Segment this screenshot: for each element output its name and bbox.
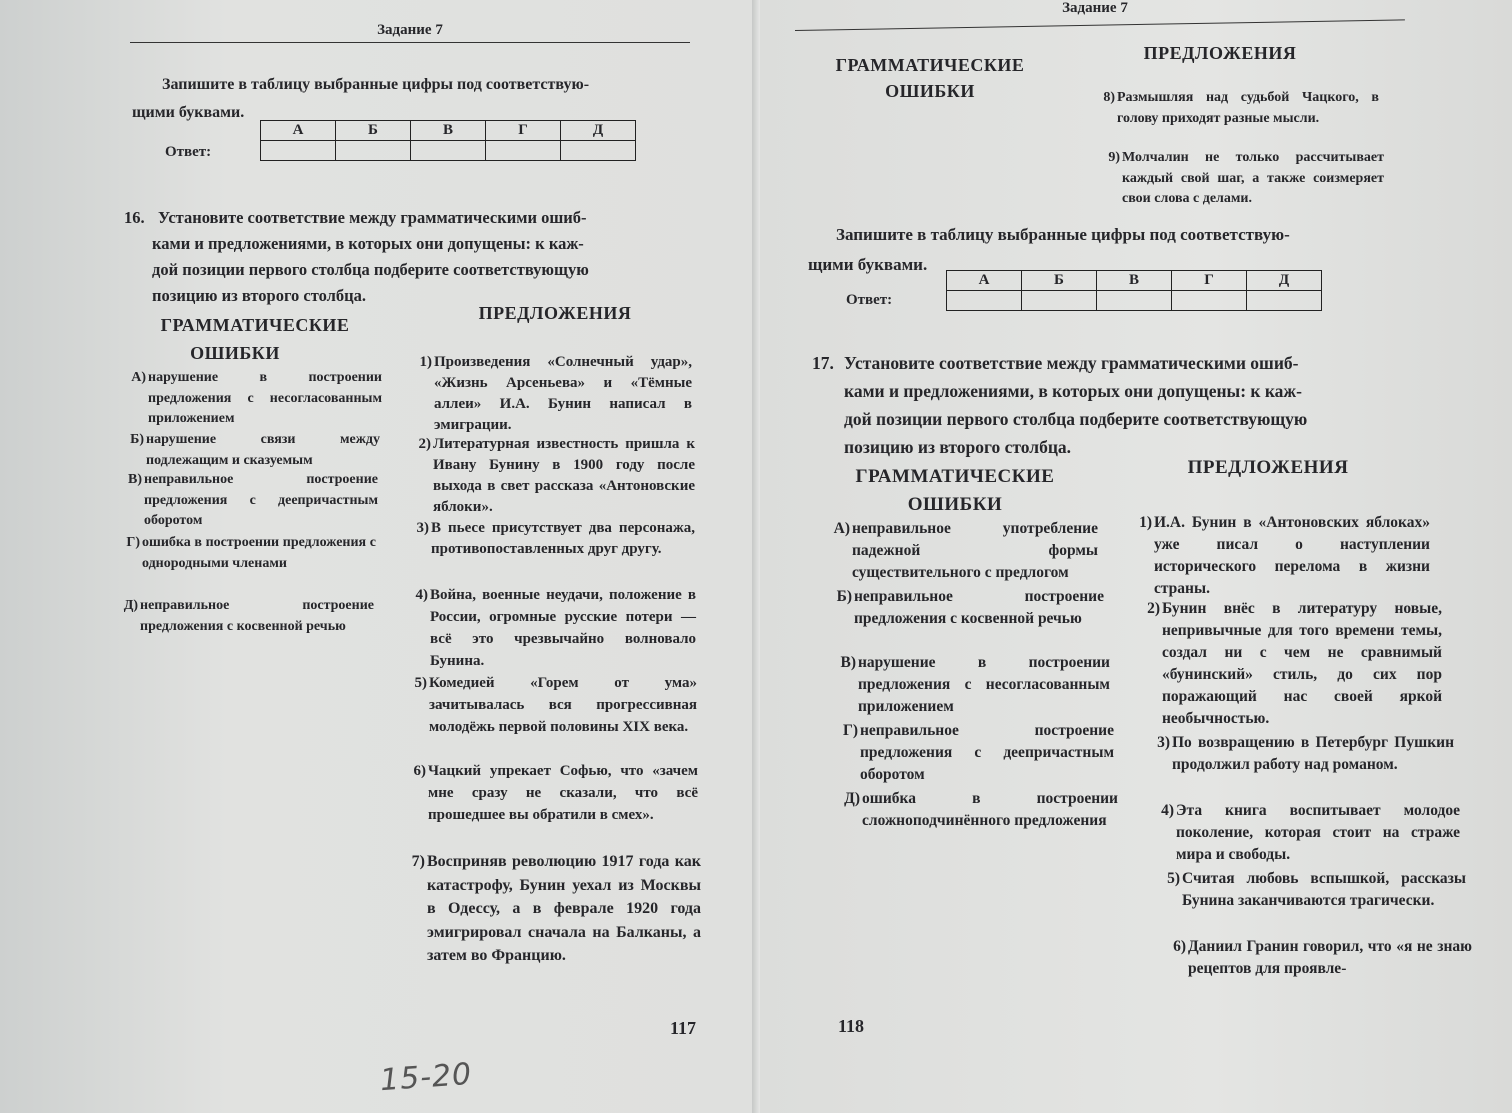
- left-answer-table: [260, 120, 636, 161]
- answer-table-header-row: [261, 121, 636, 141]
- answer-letter: А: [947, 271, 1022, 291]
- left-answer-label: Ответ:: [165, 144, 212, 160]
- sentence-item: 1) Произведения «Солнечный удар», «Жизнь Арсеньева» и «Тёмные аллеи» И.А. Бунин написал в эмиграции.: [419, 354, 692, 433]
- answer-cell[interactable]: [486, 141, 561, 161]
- error-item: Д) ошибка в построении сложноподчинённого предложения: [844, 790, 1118, 829]
- sentence-item: 2) Литературная известность пришла к Ивану Бунину в 1900 году после выхода в свет рассказа «Антоновские яблоки».: [418, 436, 695, 515]
- sentence-item: 2) Бунин внёс в литературу новые, непривычные для того времени темы, создал ни с чем не сравнимый «бунинский» стиль, до сих пор поражающий нас своей яркой необычностью.: [1147, 600, 1442, 727]
- right-answer-label: Ответ:: [846, 292, 893, 308]
- sentences-column-heading: ПРЕДЛОЖЕНИЯ: [478, 303, 632, 323]
- error-item: А) нарушение в построении предложения с несогласованным приложением: [131, 370, 382, 426]
- answer-cell[interactable]: [336, 141, 411, 161]
- answer-letter: Г: [1172, 271, 1247, 291]
- answer-cell[interactable]: [561, 141, 636, 161]
- sentence-item: 3) В пьесе присутствует два персонажа, противопоставленных друг другу.: [416, 520, 695, 557]
- errors-column-heading: ГРАММАТИЧЕСКИЕ: [160, 315, 350, 335]
- answer-letter: Б: [336, 121, 411, 141]
- answer-letter: Д: [561, 121, 636, 141]
- error-item: Г) неправильное построение предложения с деепричастным оборотом: [842, 722, 1114, 783]
- answer-table-header-row: [947, 271, 1322, 291]
- answer-cell[interactable]: [1172, 291, 1247, 311]
- left-intro-line1: Запишите в таблицу выбранные цифры под соответствую-: [162, 76, 590, 93]
- errors-column-heading: ГРАММАТИЧЕСКИЕ: [855, 466, 1055, 487]
- answer-letter: Д: [1247, 271, 1322, 291]
- task-line: дой позиции первого столбца подберите соответствующую: [844, 409, 1308, 429]
- answer-cell[interactable]: [1247, 291, 1322, 311]
- sentence-item: 7) Восприняв революцию 1917 года как катастрофу, Бунин уехал из Москвы в Одессу, а в феврале 1920 года эмигрировал сначала на Балканы, а затем во Францию.: [411, 853, 701, 964]
- right-page-header: Задание 7: [1062, 0, 1128, 16]
- sentence-item: 1) И.А. Бунин в «Антоновских яблоках» уже писал о наступлении исторического перелома в жизни страны.: [1139, 514, 1430, 597]
- error-item: Б) нарушение связи между подлежащим и сказуемым: [130, 432, 380, 468]
- handwritten-note: 15-20: [378, 1056, 474, 1099]
- task-line: ками и предложениями, в которых они допущены: к каж-: [152, 234, 584, 253]
- sentence-item: 8) Размышляя над судьбой Чацкого, в голову приходят разные мысли.: [1103, 90, 1379, 126]
- task-line: позицию из второго столбца.: [152, 286, 367, 305]
- answer-cell[interactable]: [947, 291, 1022, 311]
- right-header-rule: [795, 19, 1405, 31]
- right-intro-line1: Запишите в таблицу выбранные цифры под соответствую-: [836, 225, 1290, 244]
- error-item: В) неправильное построение предложения с деепричастным оборотом: [128, 472, 378, 528]
- answer-letter: Г: [486, 121, 561, 141]
- left-intro-line2: щими буквами.: [132, 104, 245, 121]
- answer-letter: В: [1097, 271, 1172, 291]
- answer-letter: Б: [1022, 271, 1097, 291]
- task-number: 16.: [124, 208, 145, 227]
- answer-letter: А: [261, 121, 336, 141]
- answer-cell[interactable]: [411, 141, 486, 161]
- right-intro-line2: щими буквами.: [808, 255, 928, 274]
- answer-cell[interactable]: [1022, 291, 1097, 311]
- error-item: В) нарушение в построении предложения с несогласованным приложением: [840, 654, 1110, 715]
- right-answer-table: [946, 270, 1322, 311]
- answer-cell[interactable]: [1097, 291, 1172, 311]
- errors-column-heading: ОШИБКИ: [190, 343, 280, 363]
- errors-column-heading: ОШИБКИ: [907, 494, 1003, 515]
- task-line: Установите соответствие между грамматическими ошиб-: [158, 208, 587, 227]
- errors-column-heading: ГРАММАТИЧЕСКИЕ: [835, 55, 1025, 75]
- sentence-item: 6) Даниил Гранин говорил, что «я не знаю рецептов для проявле-: [1173, 938, 1472, 977]
- sentence-item: 4) Эта книга воспитывает молодое поколение, которая стоит на страже мира и свободы.: [1161, 802, 1460, 863]
- left-page-number: 117: [670, 1018, 697, 1038]
- error-item: А) неправильное употребление падежной формы существительного с предлогом: [833, 520, 1098, 581]
- task-line: позицию из второго столбца.: [844, 437, 1072, 457]
- sentence-item: 9) Молчалин не только рассчитывает каждый свой шаг, а также соизмеряет свои слова с делами.: [1108, 150, 1384, 206]
- task-line: Установите соответствие между грамматическими ошиб-: [844, 353, 1299, 373]
- right-page: [760, 0, 1512, 1113]
- sentences-column-heading: ПРЕДЛОЖЕНИЯ: [1143, 43, 1297, 63]
- answer-table-input-row[interactable]: [261, 141, 636, 161]
- sentence-item: 4) Война, военные неудачи, положение в России, огромные русские потери — всё это чрезвычайно волновало Бунина.: [415, 587, 696, 669]
- right-page-number: 118: [838, 1016, 865, 1036]
- task-number: 17.: [812, 353, 834, 373]
- task-line: ками и предложениями, в которых они допущены: к каж-: [844, 381, 1302, 401]
- sentence-item: 6) Чацкий упрекает Софью, что «зачем мне сразу не сказали, что всё прошедшее вы обратили в смех».: [413, 763, 698, 823]
- errors-column-heading: ОШИБКИ: [885, 81, 975, 101]
- answer-letter: В: [411, 121, 486, 141]
- sentence-item: 3) По возвращению в Петербург Пушкин продолжил работу над романом.: [1157, 734, 1454, 773]
- error-item: Б) неправильное построение предложения с косвенной речью: [836, 588, 1104, 627]
- task-line: дой позиции первого столбца подберите соответствующую: [152, 260, 589, 279]
- answer-cell[interactable]: [261, 141, 336, 161]
- sentences-column-heading: ПРЕДЛОЖЕНИЯ: [1187, 457, 1349, 478]
- sentence-item: 5) Комедией «Горем от ума» зачитывалась вся прогрессивная молодёжь первой половины XIX века.: [414, 675, 697, 735]
- sentence-item: 5) Считая любовь вспышкой, рассказы Бунина заканчиваются трагически.: [1167, 870, 1466, 909]
- left-header-rule: [130, 42, 690, 43]
- left-page-header: Задание 7: [377, 22, 443, 38]
- error-item: Г) ошибка в построении предложения с однородными членами: [126, 535, 376, 571]
- answer-table-input-row[interactable]: [947, 291, 1322, 311]
- error-item: Д) неправильное построение предложения с косвенной речью: [123, 598, 374, 634]
